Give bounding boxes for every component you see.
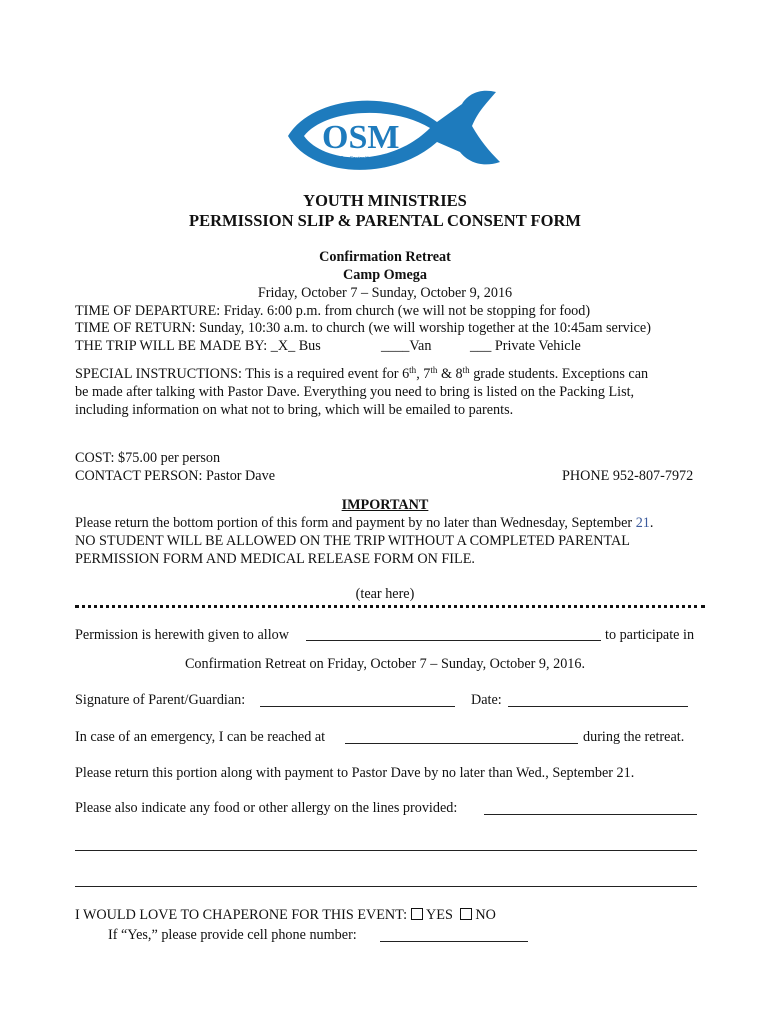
- event-name: Confirmation Retreat: [319, 249, 451, 265]
- svg-text:Our Savior Youth Ministry: Our Savior Youth Ministry: [340, 156, 397, 162]
- important-line3: PERMISSION FORM AND MEDICAL RELEASE FORM ON FILE.: [75, 551, 475, 567]
- yes-label: YES: [426, 907, 453, 923]
- chaperone-label: I WOULD LOVE TO CHAPERONE FOR THIS EVENT:: [75, 907, 408, 923]
- allergy-field-3[interactable]: [75, 886, 697, 887]
- important-line1: Please return the bottom portion of this form and payment by no later than Wednesday, September 21.: [75, 515, 654, 531]
- permission-event-line: Confirmation Retreat on Friday, October 7 – Sunday, October 9, 2016.: [184, 656, 586, 672]
- chaperone-row: [75, 907, 496, 924]
- event-location: Camp Omega: [343, 267, 427, 283]
- important-line2: NO STUDENT WILL BE ALLOWED ON THE TRIP WITHOUT A COMPLETED PARENTAL: [75, 533, 630, 549]
- allergy-field-2[interactable]: [75, 850, 697, 851]
- trip-mode-private: ___ Private Vehicle: [470, 338, 581, 354]
- date-label: Date:: [471, 692, 502, 708]
- tear-here-label: (tear here): [355, 586, 415, 602]
- chaperone-phone-label: If “Yes,” please provide cell phone number:: [108, 927, 357, 943]
- emergency-label: In case of an emergency, I can be reached at: [75, 729, 326, 745]
- no-checkbox[interactable]: [460, 908, 472, 920]
- contact-person: CONTACT PERSON: Pastor Dave: [75, 468, 275, 484]
- chaperone-phone-field[interactable]: [380, 941, 528, 942]
- emergency-phone-field[interactable]: [345, 743, 578, 744]
- special-instructions-line1: SPECIAL INSTRUCTIONS: This is a required event for 6th, 7th & 8th grade students. Exceptions can: [75, 365, 649, 382]
- return-time: TIME OF RETURN: Sunday, 10:30 a.m. to church (we will worship together at the 10:45am service): [75, 320, 651, 336]
- permission-label: Permission is herewith given to allow: [75, 627, 289, 643]
- svg-text:OSM: OSM: [322, 119, 400, 156]
- allergy-field-1[interactable]: [484, 814, 697, 815]
- important-heading: IMPORTANT: [341, 497, 429, 513]
- date-field[interactable]: [508, 706, 688, 707]
- trip-mode-label: THE TRIP WILL BE MADE BY: _X_ Bus: [75, 338, 321, 354]
- departure-time: TIME OF DEPARTURE: Friday. 6:00 p.m. from church (we will not be stopping for food): [75, 303, 591, 319]
- signature-field[interactable]: [260, 706, 455, 707]
- event-dates: Friday, October 7 – Sunday, October 9, 2016: [257, 285, 513, 301]
- return-instructions: Please return this portion along with payment to Pastor Dave by no later than Wed., September 21.: [75, 765, 635, 781]
- emergency-suffix: during the retreat.: [583, 729, 685, 745]
- contact-phone: PHONE 952-807-7972: [562, 468, 694, 484]
- yes-checkbox[interactable]: [411, 908, 423, 920]
- trip-mode-van: ____Van: [381, 338, 432, 354]
- permission-suffix: to participate in: [605, 627, 695, 643]
- signature-label: Signature of Parent/Guardian:: [75, 692, 246, 708]
- special-instructions-line3: including information on what not to bring, which will be emailed to parents.: [75, 402, 514, 418]
- no-label: NO: [475, 907, 496, 923]
- special-instructions-line2: be made after talking with Pastor Dave. Everything you need to bring is listed on the Packing List,: [75, 384, 635, 400]
- form-title-line1: YOUTH MINISTRIES: [303, 191, 467, 210]
- student-name-field[interactable]: [306, 640, 601, 641]
- tear-line: [75, 605, 705, 608]
- allergy-label: Please also indicate any food or other allergy on the lines provided:: [75, 800, 458, 816]
- osm-fish-logo: [282, 82, 504, 186]
- cost: COST: $75.00 per person: [75, 450, 221, 466]
- form-title-line2: PERMISSION SLIP & PARENTAL CONSENT FORM: [189, 211, 581, 230]
